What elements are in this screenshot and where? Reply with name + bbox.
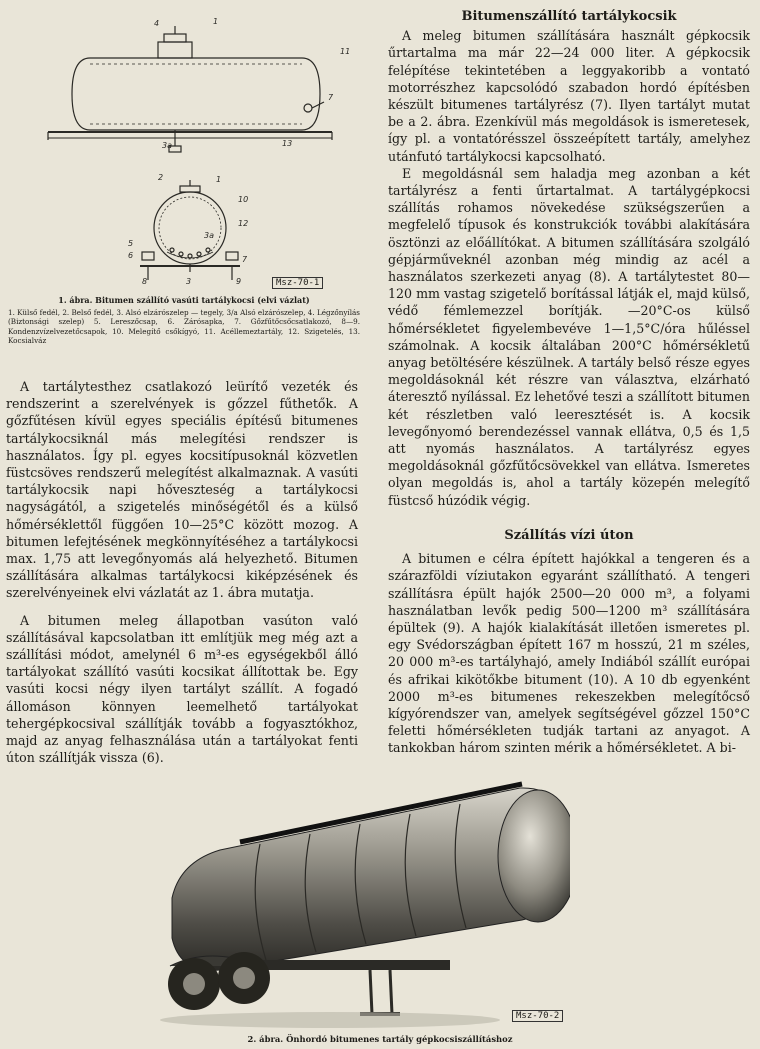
- right-paragraph-2: E megoldásnál sem haladja meg azonban a két tartályrész a fenti űrtartalmat. A tartálygépkocsi szállítás rohamos növekedése szükségszerűen a megfelelő típusok és konstrukciók további alakítására ösztönzi az előállítókat. A bitumen szállítására szolgáló gépjárműveknél azonban még mindig az acél a használatos szerkezeti anyag (8). A tartálytestet 80—120 mm vastag szigetelő borítással látják el, majd külső, védő fémlemezzel borítják. —20°C-os külső hőmérsékletet figyelembevéve 1—1,5°C/óra hűléssel számolnak. A kocsik általában 200°C hőmérsékletű anyag betöltésére készülnek. A tartály belső része egyes megoldásoknál két részre van választva, elzárható áteresztő nyílással. Ez lehetővé teszi a szállított bitumen két részletben való leeresztését is. A kocsik levegőnyomó berendezéssel vannak ellátva, 0,5 és 1,5 att nyomás használatos. A tartályrész egyes megoldásoknál gőzfűtőcsövekkel van ellátva. Ismeretes olyan megoldás is, ahol a tartály közepén melegítő füstcső húzódik végig.: [388, 165, 750, 508]
- right-paragraph-1: A meleg bitumen szállítására használt gépkocsik űrtartalma ma már 22—24 000 liter. A gépkocsik felépítése tekintetében a leggyakoribb a vontató motorrészhez kapcsolódó szabadon hordó építésben készült bitumenes tartályrész (7). Ilyen tartályt mutat be a 2. ábra. Ezenkívül más megoldások is ismeretesek, így pl. a vontatórésszel összeépített tartály, amelyhez utánfutó tartálykocsi kapcsolható.: [388, 28, 750, 164]
- svg-text:2: 2: [158, 173, 164, 182]
- svg-text:7: 7: [242, 255, 248, 264]
- figure-1-rail-tank-car-drawing: [10, 6, 370, 291]
- svg-text:12: 12: [238, 219, 249, 228]
- svg-text:6: 6: [128, 251, 134, 260]
- svg-text:1: 1: [213, 17, 219, 26]
- svg-text:3a: 3a: [204, 231, 214, 240]
- section-heading-water-transport: Szállítás vízi úton: [504, 527, 634, 543]
- right-paragraph-3: A bitumen e célra épített hajókkal a tengeren és a szárazföldi víziutakon egyaránt szállítható. A tengeri szállításra épült hajók 2500—20 000 m³, a folyami használatban levők pedig 500—1200 m³ szállítására épültek (9). A hajók kialakítását illetően ismeretes pl. egy Svédországban épített 167 m hosszú, 21 m széles, 20 000 m³-es tartályhajó, amely Indiából szállít európai és afrikai kikötőkbe bitument (10). A 10 db egyenként 2000 m³-es bitumenes rekeszekben melegítőcső kígyórendszer van, amelyek segítségével gőzzel 150°C feletti hőmérsékleten tudják tartani az anyagot. A tankokban három szinten mérik a hőmérsékletet. A bi-: [388, 551, 750, 756]
- figure-1-caption: [8, 296, 360, 346]
- svg-text:7: 7: [328, 93, 334, 102]
- left-column: [6, 378, 358, 766]
- svg-text:10: 10: [238, 195, 249, 204]
- svg-text:8: 8: [142, 277, 148, 286]
- section-heading-tank-trucks: Bitumenszállító tartálykocsik: [461, 9, 677, 24]
- figure-1-caption-legend: 1. Külső fedél, 2. Belső fedél, 3. Alsó elzárószelep — tegely, 3/a Alsó elzárószelep, 4. Légzőnyílás (Biztonsági szelep) 5. Lereszőcsap, 6. Zárósapka, 7. Gőzfűtőcsőcsatlakozó, 8—9. Kondenzvízelvezetőcsapok, 10. Melegítő csőkígyó, 11. Acéllemeztartály, 12. Szigetelés, 13. Kocsialváz: [8, 307, 360, 346]
- svg-text:11: 11: [340, 47, 351, 56]
- figure-2-svg: [150, 770, 570, 1034]
- figure-1-svg: [10, 6, 370, 291]
- figure-2-tag: Msz-70-2: [512, 1010, 563, 1022]
- svg-text:5: 5: [128, 239, 134, 248]
- figure-1-caption-title: 1. ábra. Bitumen szállító vasúti tartálykocsi (elvi vázlat): [58, 295, 310, 305]
- left-paragraph-2: A bitumen meleg állapotban vasúton való szállításával kapcsolatban itt említjük meg még azt a szállítási módot, amelynél 6 m³-es egységekből álló tartályokat szállító vasúti kocsikat állítottak be. Egy vasúti kocsi négy ilyen tartályt szállít. A fogadó állomáson könnyen leemelhető tartályokat tehergépkocsival szállítják tovább a fogyasztókhoz, majd az anyag felhasználása után a tartályokat fenti úton szállítják vissza (6).: [6, 612, 358, 766]
- right-column: [388, 8, 750, 757]
- svg-text:3a: 3a: [162, 141, 172, 150]
- left-paragraph-1: A tartálytesthez csatlakozó leürítő vezeték és rendszerint a szerelvények is gőzzel fűthetők. A gőzfűtésen kívül egyes speciális építésű bitumenes tartálykocsiknál más melegítési rendszer is használatos. Így pl. egyes kocsitípusoknál közvetlen füstcsöves rendszerű melegítést alkalmaznak. A vasúti tartálykocsik napi hőveszteség a tartálykocsi nagyságától, a szigetelés minőségétől és a külső hőmérséklettől függően 10—25°C között mozog. A bitumen lefejtésének megkönnyítéséhez a tartálykocsi max. 1,75 att levegőnyomás alá helyezhető. Bitumen szállítására alkalmas tartálykocsi kiképzésének és szerelvényeinek elvi vázlatát az 1. ábra mutatja.: [6, 379, 358, 601]
- svg-text:13: 13: [282, 139, 293, 148]
- figure-2-tanker-semitrailer-photo: [150, 770, 570, 1034]
- figure-2-caption: 2. ábra. Önhordó bitumenes tartály gépkocsiszállításhoz: [247, 1034, 513, 1044]
- svg-text:3: 3: [186, 277, 192, 286]
- svg-text:9: 9: [236, 277, 242, 286]
- svg-text:4: 4: [154, 19, 160, 28]
- figure-1-tag: Msz-70-1: [272, 277, 323, 289]
- svg-text:1: 1: [216, 175, 222, 184]
